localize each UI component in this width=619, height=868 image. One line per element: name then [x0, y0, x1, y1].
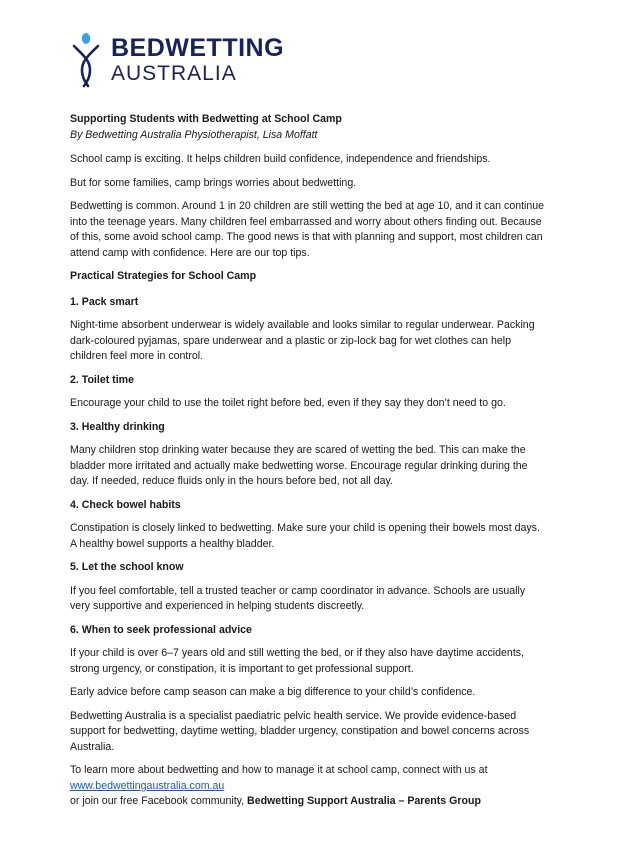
article-byline: By Bedwetting Australia Physiotherapist, Lisa Moffatt: [70, 128, 318, 141]
strategies-heading: Practical Strategies for School Camp: [70, 270, 257, 282]
article-title: Supporting Students with Bedwetting at School Camp: [70, 113, 342, 125]
step-paragraph: Night-time absorbent underwear is widely available and looks similar to regular underwear. Packing dark-coloured pyjamas, spare underwear and a plastic or zip-lock bag for wet clothes can help children feel more in control.: [70, 319, 535, 362]
step-paragraph: Bedwetting Australia is a specialist paediatric pelvic health service. We provide evidence-based support for bedwetting, daytime wetting, bladder urgency, constipation and bowel concerns across Australia.: [70, 709, 530, 753]
step-paragraph: Encourage your child to use the toilet right before bed, even if they say they don’t need to go.: [70, 397, 506, 409]
facebook-group-name: Bedwetting Support Australia – Parents Group: [247, 795, 481, 807]
step-heading-healthy-drinking: 3. Healthy drinking: [70, 420, 165, 433]
step-paragraph: If you feel comfortable, tell a trusted teacher or camp coordinator in advance. Schools are usually very supportive and experienced in helping students discreetly.: [70, 584, 526, 612]
step-heading-pack-smart: 1. Pack smart: [70, 295, 139, 308]
article-body: [70, 112, 548, 818]
brand-name-line2: AUSTRALIA: [111, 62, 237, 85]
step-heading-professional-advice: 6. When to seek professional advice: [70, 623, 252, 636]
logo-figure-icon: [70, 32, 102, 88]
step-heading-bowel-habits: 4. Check bowel habits: [70, 498, 181, 511]
step-heading-toilet-time: 2. Toilet time: [70, 373, 134, 386]
website-link[interactable]: www.bedwettingaustralia.com.au: [70, 779, 225, 792]
intro-paragraph-3: Bedwetting is common. Around 1 in 20 children are still wetting the bed at age 10, and it can continue into the teenage years. Many children feel embarrassed and worry about others finding out. Because of this, some avoid school camp. The good news is that with planning and support, most children can attend camp with confidence. Here are our top tips.: [70, 200, 545, 259]
step-heading-let-school-know: 5. Let the school know: [70, 561, 184, 573]
intro-paragraph-1: School camp is exciting. It helps children build confidence, independence and friendships.: [70, 153, 491, 165]
brand-name-line1: BEDWETTING: [111, 34, 285, 62]
step-paragraph: Many children stop drinking water because they are scared of wetting the bed. This can make the bladder more irritated and actually make bedwetting worse. Encourage regular drinking during the day. If needed, reduce fluids only in the hours before bed, not all day.: [70, 444, 528, 487]
facebook-prefix: or join our free Facebook community,: [70, 795, 245, 807]
step-paragraph: Constipation is closely linked to bedwetting. Make sure your child is opening their bowels most days. A healthy bowel supports a healthy bladder.: [70, 522, 540, 550]
intro-paragraph-2: But for some families, camp brings worries about bedwetting.: [70, 176, 357, 189]
brand-logo: [70, 32, 284, 88]
step-paragraph: Early advice before camp season can make a big difference to your child’s confidence.: [70, 686, 476, 698]
closing-paragraph: [70, 763, 548, 810]
step-paragraph: If your child is over 6–7 years old and still wetting the bed, or if they also have daytime accidents, strong urgency, or constipation, it is important to get professional support.: [70, 647, 525, 675]
closing-text: To learn more about bedwetting and how to manage it at school camp, connect with us at: [70, 764, 488, 776]
